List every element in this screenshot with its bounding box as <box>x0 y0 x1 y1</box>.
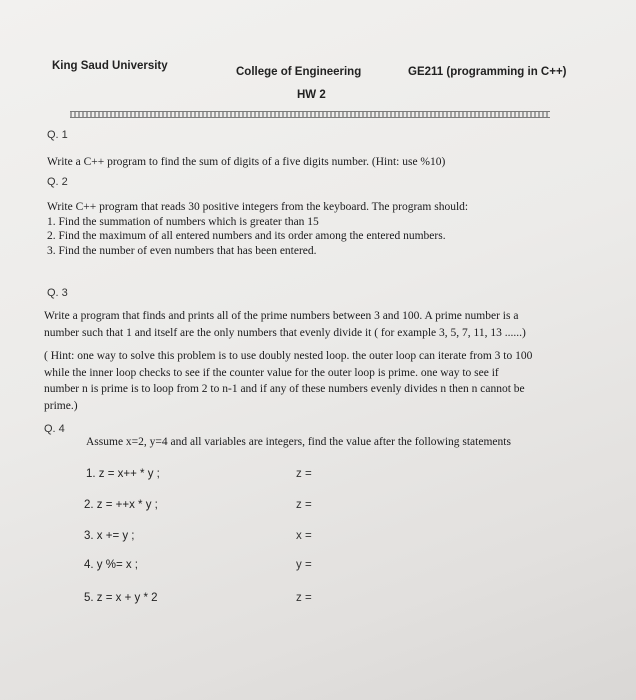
q3-hint-line: while the inner loop checks to see if the counter value for the outer loop is prime. one way to see if <box>44 366 499 379</box>
college-name: College of Engineering <box>236 66 362 78</box>
q2-line: 2. Find the maximum of all entered numbers and its order among the entered numbers. <box>47 230 446 242</box>
q1-label: Q. 1 <box>47 129 68 141</box>
q3-hint <box>44 348 532 414</box>
q4-answer-blank: x = <box>296 530 312 542</box>
page-title: HW 2 <box>297 89 326 101</box>
course-name: GE211 (programming in C++) <box>408 66 567 78</box>
q2-line: Write C++ program that reads 30 positive integers from the keyboard. The program should: <box>47 201 469 213</box>
q1-text: Write a C++ program to find the sum of digits of a five digits number. (Hint: use %10) <box>47 156 446 168</box>
q4-answer-blank: z = <box>296 499 312 511</box>
q4-statement: 5. z = x + y * 2 <box>84 592 158 604</box>
q2-body <box>47 200 468 258</box>
q4-statement: 2. z = ++x * y ; <box>84 499 158 511</box>
q4-statement: 3. x += y ; <box>84 530 135 542</box>
q4-intro: Assume x=2, y=4 and all variables are integers, find the value after the following statements <box>86 436 511 448</box>
q3-body <box>44 308 526 341</box>
q3-hint-line: ( Hint: one way to solve this problem is to use doubly nested loop. the outer loop can iterate from 3 to 100 <box>44 350 533 362</box>
q4-answer-blank: y = <box>296 559 312 571</box>
q2-line: 1. Find the summation of numbers which is greater than 15 <box>47 215 319 228</box>
q3-hint-line: prime.) <box>44 399 78 412</box>
header-divider <box>70 111 550 118</box>
q4-answer-blank: z = <box>296 592 312 604</box>
q3-label: Q. 3 <box>47 287 68 299</box>
q2-line: 3. Find the number of even numbers that has been entered. <box>47 244 317 257</box>
q4-statement: 4. y %= x ; <box>84 559 139 571</box>
university-name: King Saud University <box>52 60 168 72</box>
q4-statement: 1. z = x++ * y ; <box>86 468 160 480</box>
q3-line: Write a program that finds and prints all of the prime numbers between 3 and 100. A prime number is a <box>44 310 519 322</box>
q3-line: number such that 1 and itself are the only numbers that evenly divide it ( for example 3, 5, 7, 11, 13 ......) <box>44 326 526 339</box>
q4-label: Q. 4 <box>44 423 65 435</box>
q2-label: Q. 2 <box>47 176 68 188</box>
q3-hint-line: number n is prime is to loop from 2 to n-1 and if any of these numbers evenly divides n then n cannot be <box>44 383 525 395</box>
q4-answer-blank: z = <box>296 468 312 480</box>
